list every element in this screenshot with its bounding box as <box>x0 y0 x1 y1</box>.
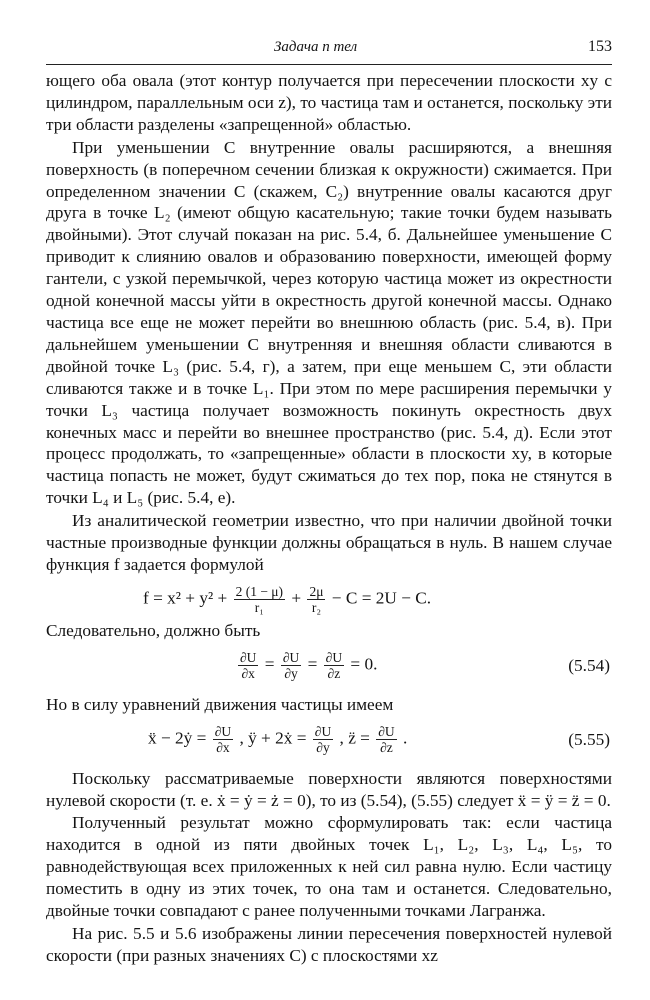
fraction <box>313 724 333 755</box>
spacer <box>46 686 612 694</box>
fraction <box>376 724 396 755</box>
eq-55-part-c: , z̈ = <box>339 728 370 748</box>
numerator: ∂U <box>240 649 257 665</box>
equation-number: (5.54) <box>568 655 610 675</box>
eq-55-end: . <box>403 728 408 748</box>
paragraph-2: При уменьшении C внутренние овалы расширяются, а внешняя поверхность (в поперечном сечении близкая к окружности) сжимается. При определенном значении C (скажем, C₂) внутренние овалы касаются друг друга в точке L₂ (имеют общую касательную; такие точки будем называть двойными). Этот случай показан на рис. 5.4, б. Дальнейшее уменьшение C приводит к слиянию овалов и образованию поверхности, имеющей форму гантели, с узкой перемычкой, через которую частица может из окрестности одной конечной массы уйти в окрестность другой конечной массы. Однако частица все еще не может перейти во внешнюю область (рис. 5.4, в). При дальнейшем уменьшении C внутренняя и внешняя области сливаются в двойной точке L₃ (рис. 5.4, г), а затем, при еще меньшем C, эти области сливаются также и в точке L₁. При этом по мере расширения перемычки у точки L₃ частица получает возможность покинуть окрестность двух конечных масс и перейти во внешнее пространство (рис. 5.4, д). Если этот процесс продолжать, то «запрещенные» области в плоскости xy, в которые частица попасть не может, будут сжиматься до тех пор, пока не стянутся в точки L₄ и L₅ (рис. 5.4, е). <box>46 137 612 508</box>
equals-sign: = <box>264 654 275 674</box>
fraction <box>281 650 301 681</box>
eq-55-part-b: , ÿ + 2ẋ = <box>239 728 307 748</box>
denominator: ∂z <box>380 739 393 755</box>
equation-5-55 <box>46 716 612 760</box>
running-head: Задача n тел <box>274 39 358 55</box>
paragraph-1: ющего оба овала (этот контур получается при пересечении плоскости xy с цилиндром, параллельным оси z), то частица там и останется, поскольку эти три области разделены «запрещенной» областью. <box>46 71 612 134</box>
paragraph-4: Следовательно, должно быть <box>46 620 261 640</box>
equation-f <box>46 576 612 620</box>
page-number: 153 <box>588 38 612 55</box>
eq-f-rhs: − C = 2U − C. <box>331 588 432 608</box>
paragraph-6: Поскольку рассматриваемые поверхности являются поверхностями нулевой скорости (т. е. ẋ = ẏ = ż = 0), то из (5.54), (5.55) следует ẍ = ÿ = z̈ = 0. <box>46 768 612 810</box>
paragraph-3: Из аналитической геометрии известно, что при наличии двойной точки частные производные функции должны обращаться в нуль. В нашем случае функция f задается формулой <box>46 511 612 574</box>
denominator: ∂x <box>241 665 255 681</box>
body-text <box>46 70 612 967</box>
denominator: ∂z <box>327 665 341 681</box>
denominator: r₂ <box>311 599 322 615</box>
fraction <box>213 724 233 755</box>
numerator: ∂U <box>378 723 395 739</box>
denominator: ∂x <box>216 739 230 755</box>
eq-55-part-a: ẍ − 2ẏ = <box>148 728 207 748</box>
fraction <box>238 650 258 681</box>
plus-sign: + <box>291 588 302 608</box>
paragraph-7: Полученный результат можно сформулировать так: если частица находится в одной из пяти двойных точек L₁, L₂, L₃, L₄, L₅, то равнодействующая всех приложенных к ней сил равна нулю. Если частицу поместить в одну из этих точек, то она там и останется. Следовательно, двойные точки совпадают с ранее полученными точками Лагранжа. <box>46 813 612 921</box>
eq-f-lhs: f = x² + y² + <box>143 588 228 608</box>
numerator: 2 (1 − μ) <box>235 583 284 599</box>
spacer <box>46 760 612 768</box>
header-rule <box>46 64 612 65</box>
denominator: r₁ <box>254 599 264 615</box>
numerator: ∂U <box>314 723 332 739</box>
numerator: ∂U <box>325 649 343 665</box>
numerator: ∂U <box>214 723 232 739</box>
eq-54-tail: = 0. <box>350 654 378 674</box>
denominator: ∂y <box>316 739 330 755</box>
page-header <box>46 28 612 58</box>
equation-5-54 <box>46 642 612 686</box>
fraction <box>307 584 325 615</box>
paragraph-8: На рис. 5.5 и 5.6 изображены линии пересечения поверхностей нулевой скорости (при разных значениях C) с плоскостями xz <box>46 924 612 965</box>
fraction <box>324 650 344 681</box>
denominator: ∂y <box>284 665 298 681</box>
paragraph-5: Но в силу уравнений движения частицы имеем <box>46 694 394 714</box>
numerator: ∂U <box>282 649 300 665</box>
numerator: 2μ <box>309 583 324 599</box>
equals-sign: = <box>307 654 318 674</box>
fraction <box>234 584 285 615</box>
equation-number: (5.55) <box>568 729 610 749</box>
